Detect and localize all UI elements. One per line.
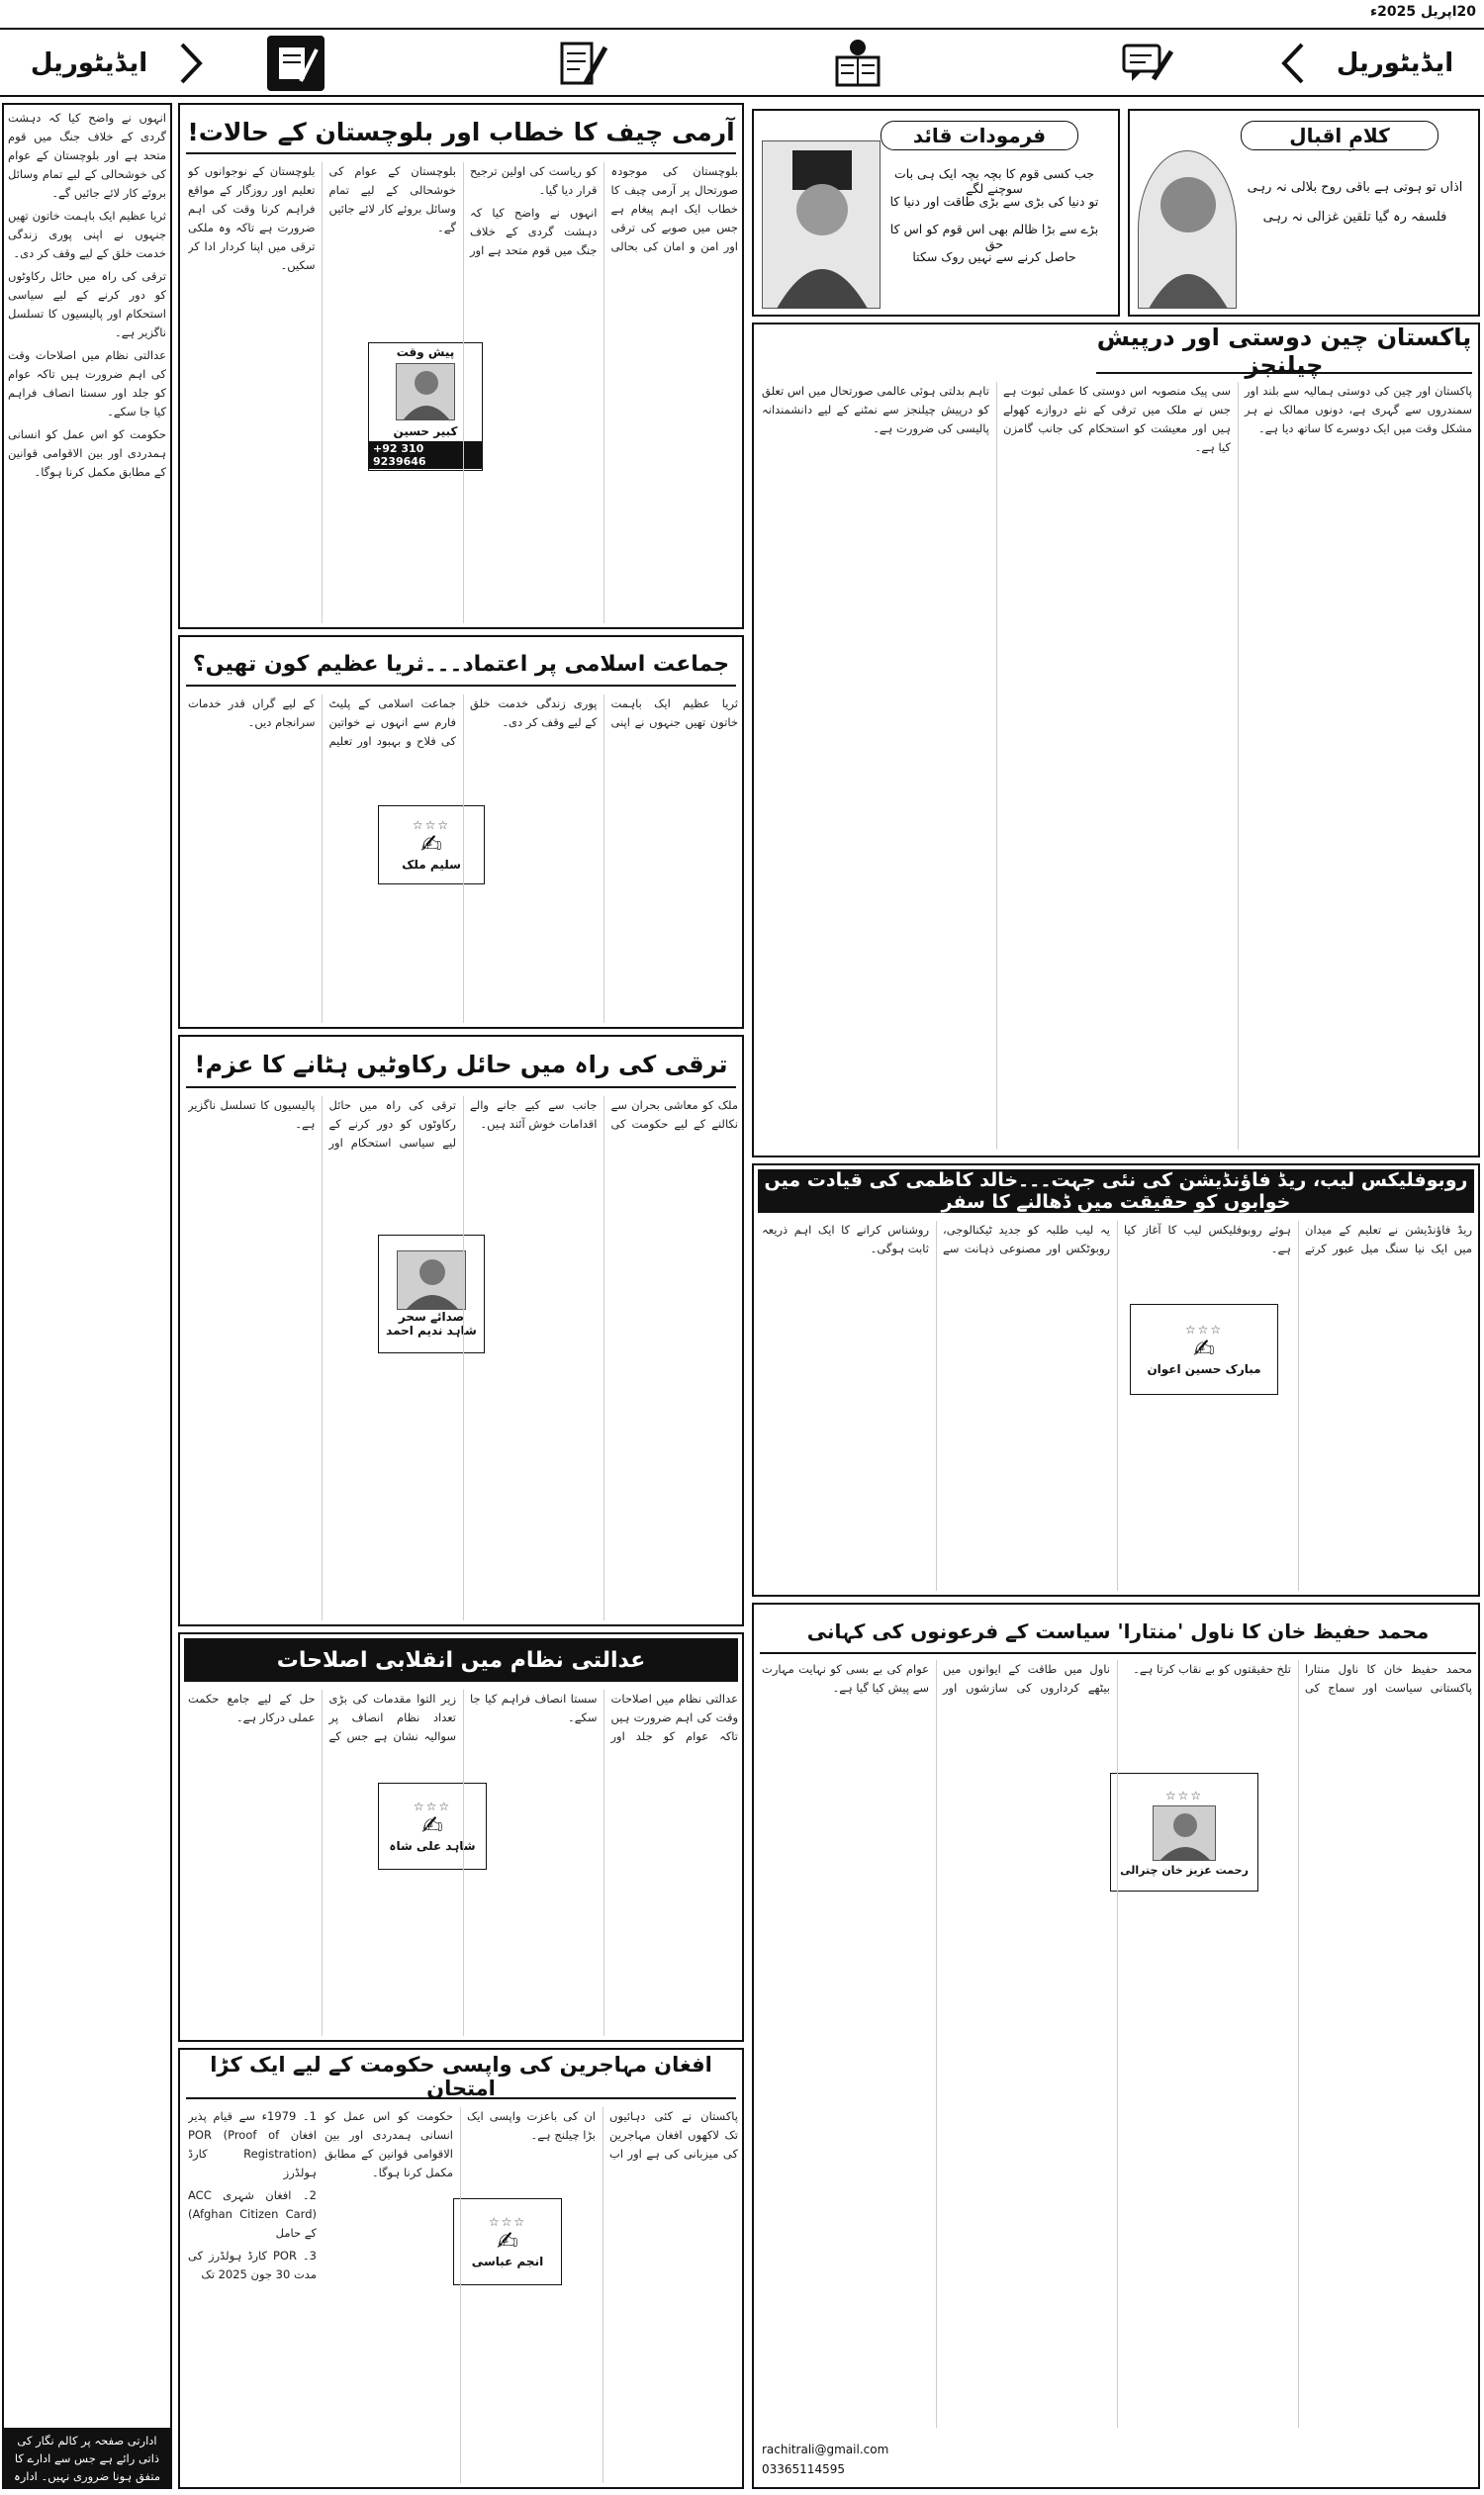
left-sidebar-paragraph: حکومت کو اس عمل کو انسانی ہمدردی اور بین الاقوامی قوانین کے مطابق مکمل کرنا ہوگا۔ [8,427,166,479]
afghan-article [178,2048,744,2489]
chat-pen-icon [1118,36,1175,91]
jamaat-paragraph: جماعت اسلامی کے پلیٹ فارم سے انہوں نے خواتین کی فلاح و بہبود اور تعلیم کے لیے گراں قدر خدمات سرانجام دیں۔ [188,696,456,748]
left-sidebar-column [2,103,172,2489]
jamaat-article [178,635,744,1029]
afghan-points [188,2107,317,2483]
jamaat-headline: جماعت اسلامی پر اعتماد۔۔۔ثریا عظیم کون تھیں؟ [186,643,736,687]
quaid-line-4: حاصل کرنے سے نہیں روک سکتا [912,249,1076,264]
iqbal-line-2: فلسفہ رہ گیا تلقین غزالی نہ رہی [1262,210,1447,225]
mutara-email[interactable]: rachitrali@gmail.com [762,2443,889,2456]
disclaimer-box [4,2428,170,2487]
masthead-left-label: ایڈیٹوریل [30,48,148,78]
rating-stars: ☆☆☆ [1164,1788,1204,1802]
mutara-contact [762,2440,979,2479]
pen-icon: ✍ [1193,1335,1215,1364]
newspaper-reader-icon [829,36,886,91]
afghan-paragraph: پاکستان نے کئی دہائیوں تک لاکھوں افغان مہاجرین کی میزبانی کی ہے اور اب ان کی باعزت واپسی ایک بڑا چیلنج ہے۔ [467,2109,738,2161]
judicial-author: شاہد علی شاہ [389,1839,476,1853]
chevron-right-icon [1280,41,1308,86]
army-chief-phone: +92 310 9239646 [369,441,482,469]
development-body [188,1096,738,1620]
mutara-author: رحمت عزیز خان چترالی [1120,1863,1249,1877]
china-friendship-body [762,382,1472,1150]
china-friendship-paragraph: سی پیک منصوبہ اس دوستی کا عملی ثبوت ہے جس نے ملک میں ترقی کے نئے دروازے کھولے ہیں اور معیشت کو استحکام کی جانب گامزن کیا ہے۔ [1003,384,1231,454]
jamaat-paragraph: ثریا عظیم ایک باہمت خاتون تھیں جنہوں نے اپنی پوری زندگی خدمت خلق کے لیے وقف کر دی۔ [470,696,738,729]
quaid-line-1: جب کسی قوم کا بچہ بچہ ایک ہی بات سوچنے لگے [894,166,1094,196]
army-chief-article [178,103,744,629]
development-paragraph: ملک کو معاشی بحران سے نکالنے کے لیے حکومت کی جانب سے کیے جانے والے اقدامات خوش آئند ہیں۔ [470,1098,738,1131]
mutara-paragraph: محمد حفیظ خان کا ناول منتارا پاکستانی سیاست اور سماج کی تلخ حقیقتوں کو بے نقاب کرتا ہے۔ [1133,1662,1472,1695]
afghan-author: انجم عباسی [471,2255,544,2268]
army-chief-paragraph: بلوچستان کی موجودہ صورتحال پر آرمی چیف کا خطاب ایک اہم پیغام ہے جس میں صوبے کی ترقی اور امن و امان کی بحالی کو ریاست کی اولین ترجیح قرار دیا گیا۔ [470,164,738,253]
army-chief-column-label: پیش وقت [396,344,455,359]
development-paragraph: ترقی کی راہ میں حائل رکاوٹوں کو دور کرنے کے لیے سیاسی استحکام اور پالیسیوں کا تسلسل ناگزیر ہے۔ [188,1098,456,1150]
chevron-left-icon [176,41,204,86]
mutara-phone: 03365114595 [762,2462,845,2476]
roboflex-paragraph: ریڈ فاؤنڈیشن نے تعلیم کے میدان میں ایک نیا سنگ میل عبور کرتے ہوئے روبوفلیکس لیب کا آغاز کیا ہے۔ [1124,1223,1472,1255]
masthead-left-label-box [0,38,208,89]
masthead [0,28,1484,97]
development-article [178,1035,744,1626]
rating-stars: ☆☆☆ [1184,1323,1224,1337]
rating-stars: ☆☆☆ [412,818,451,832]
left-sidebar-text [8,109,166,2424]
notepad-pencil-icon [554,36,611,91]
army-chief-paragraph: انہوں نے واضح کیا کہ دہشت گردی کے خلاف جنگ میں قوم متحد ہے اور بلوچستان کے عوام کی خوشحالی کے لیے تمام وسائل بروئے کار لائے جائیں گے۔ [328,164,598,257]
pen-icon: ✍ [421,1811,443,1841]
army-chief-body [188,162,738,623]
roboflex-body [762,1221,1472,1591]
judicial-paragraph: زیر التوا مقدمات کی بڑی تعداد نظام انصاف پر سوالیہ نشان ہے جس کے حل کے لیے جامع حکمت عملی درکار ہے۔ [188,1692,456,1743]
china-friendship-paragraph: تاہم بدلتی ہوئی عالمی صورتحال میں اس تعلق کو درپیش چیلنجز سے نمٹنے کے لیے دانشمندانہ پالیسی کی ضرورت ہے۔ [762,384,989,435]
left-sidebar-paragraph: ترقی کی راہ میں حائل رکاوٹوں کو دور کرنے کے لیے سیاسی استحکام اور پالیسیوں کا تسلسل ناگزیر ہے۔ [8,269,166,339]
army-chief-author: کبیر حسین [393,423,458,438]
quaid-line-2: تو دنیا کی بڑی سے بڑی طاقت اور دنیا کا [889,194,1099,209]
left-sidebar-paragraph: انہوں نے واضح کیا کہ دہشت گردی کے خلاف جنگ میں قوم متحد ہے اور بلوچستان کے عوام کی خوشحالی کے لیے تمام وسائل بروئے کار لائے جائیں گے۔ [8,111,166,200]
pen-icon: ✍ [497,2227,518,2257]
afghan-body [325,2107,738,2483]
iqbal-portrait [1138,150,1237,309]
roboflex-paragraph: یہ لیب طلبہ کو جدید ٹیکنالوجی، روبوٹکس اور مصنوعی ذہانت سے روشناس کرانے کا ایک اہم ذریعہ ثابت ہوگی۔ [762,1223,1110,1255]
quaid-line-3: بڑے سے بڑا ظالم بھی اس قوم کو اس کا حق [889,222,1099,251]
left-sidebar-paragraph: عدالتی نظام میں اصلاحات وقت کی اہم ضرورت ہیں تاکہ عوام کو جلد اور سستا انصاف فراہم کیا جا سکے۔ [8,348,166,418]
masthead-right-label-box [1276,38,1484,89]
afghan-point: 1۔ 1979ء سے قیام پذیر افغان POR (Proof of Registration) کارڈ ہولڈرز [188,2109,317,2179]
issue-date: 20اپریل 2025ء [1369,4,1476,20]
iqbal-quote-box [1128,109,1480,317]
jamaat-body [188,694,738,1023]
masthead-right-label: ایڈیٹوریل [1336,48,1454,78]
jamaat-author: سلیم ملک [402,858,461,872]
pen-icon: ✍ [420,830,442,860]
judicial-paragraph: عدالتی نظام میں اصلاحات وقت کی اہم ضرورت ہیں تاکہ عوام کو جلد اور سستا انصاف فراہم کیا جا سکے۔ [470,1692,738,1743]
roboflex-article [752,1163,1480,1597]
mutara-headline: محمد حفیظ خان کا ناول 'منتارا' سیاست کے فرعونوں کی کہانی [760,1611,1476,1654]
development-author: شاہد ندیم احمد [386,1324,477,1338]
roboflex-author: مبارک حسین اعوان [1147,1362,1261,1376]
afghan-headline: افغان مہاجرین کی واپسی حکومت کے لیے ایک کڑا امتحان [186,2056,736,2099]
afghan-paragraph: حکومت کو اس عمل کو انسانی ہمدردی اور بین الاقوامی قوانین کے مطابق مکمل کرنا ہوگا۔ [325,2109,453,2179]
mutara-paragraph: ناول میں طاقت کے ایوانوں میں بیٹھے کرداروں کی سازشوں اور عوام کی بے بسی کو نہایت مہارت سے پیش کیا گیا ہے۔ [762,1662,1110,1695]
army-chief-headline: آرمی چیف کا خطاب اور بلوچستان کے حالات! [186,111,736,154]
disclaimer-text: ادارتی صفحہ پر کالم نگار کی ذاتی رائے ہے جس سے ادارے کا متفق ہونا ضروری نہیں۔ ادارہ [14,2434,160,2483]
judicial-body [188,1690,738,2036]
judicial-article [178,1632,744,2042]
mutara-article [752,1603,1480,2489]
iqbal-title: کلامِ اقبال [1241,121,1438,150]
iqbal-line-1: اذاں تو ہوتی ہے باقی روح بلالی نہ رہی [1247,180,1463,195]
rating-stars: ☆☆☆ [413,1800,452,1813]
mutara-body [762,1660,1472,2428]
quaid-title: فرمودات قائد [881,121,1078,150]
china-friendship-paragraph: پاکستان اور چین کی دوستی ہمالیہ سے بلند اور سمندروں سے گہری ہے، دونوں ممالک نے ہر مشکل وقت میں ایک دوسرے کا ساتھ دیا ہے۔ [1245,384,1472,435]
left-sidebar-paragraph: ثریا عظیم ایک باہمت خاتون تھیں جنہوں نے اپنی پوری زندگی خدمت خلق کے لیے وقف کر دی۔ [8,209,166,260]
army-chief-paragraph: بلوچستان کے نوجوانوں کو تعلیم اور روزگار کے مواقع فراہم کرنا وقت کی اہم ضرورت ہے تاکہ وہ ملکی ترقی میں اپنا کردار ادا کر سکیں۔ [188,164,316,272]
quaid-quote-box [752,109,1120,317]
afghan-point: 2۔ افغان شہری ACC (Afghan Citizen Card) کے حامل [188,2188,317,2240]
quaid-portrait [762,140,881,309]
china-friendship-headline: پاکستان چین دوستی اور درپیش چیلنجز [1096,323,1472,379]
development-headline: ترقی کی راہ میں حائل رکاوٹیں ہٹانے کا عزم! [186,1043,736,1088]
pen-writing-icon [267,36,325,91]
china-friendship-article [752,323,1480,1157]
afghan-point: 3۔ POR کارڈ ہولڈرز کی مدت 30 جون 2025 تک [188,2249,317,2281]
rating-stars: ☆☆☆ [488,2215,527,2229]
development-column-label: صدائے سحر [398,1310,465,1324]
judicial-headline: عدالتی نظام میں انقلابی اصلاحات [184,1638,738,1682]
roboflex-headline: روبوفلیکس لیب، ریڈ فاؤنڈیشن کی نئی جہت۔۔۔خالد کاظمی کی قیادت میں خوابوں کو حقیقت میں ڈھالنے کا سفر [758,1169,1474,1213]
